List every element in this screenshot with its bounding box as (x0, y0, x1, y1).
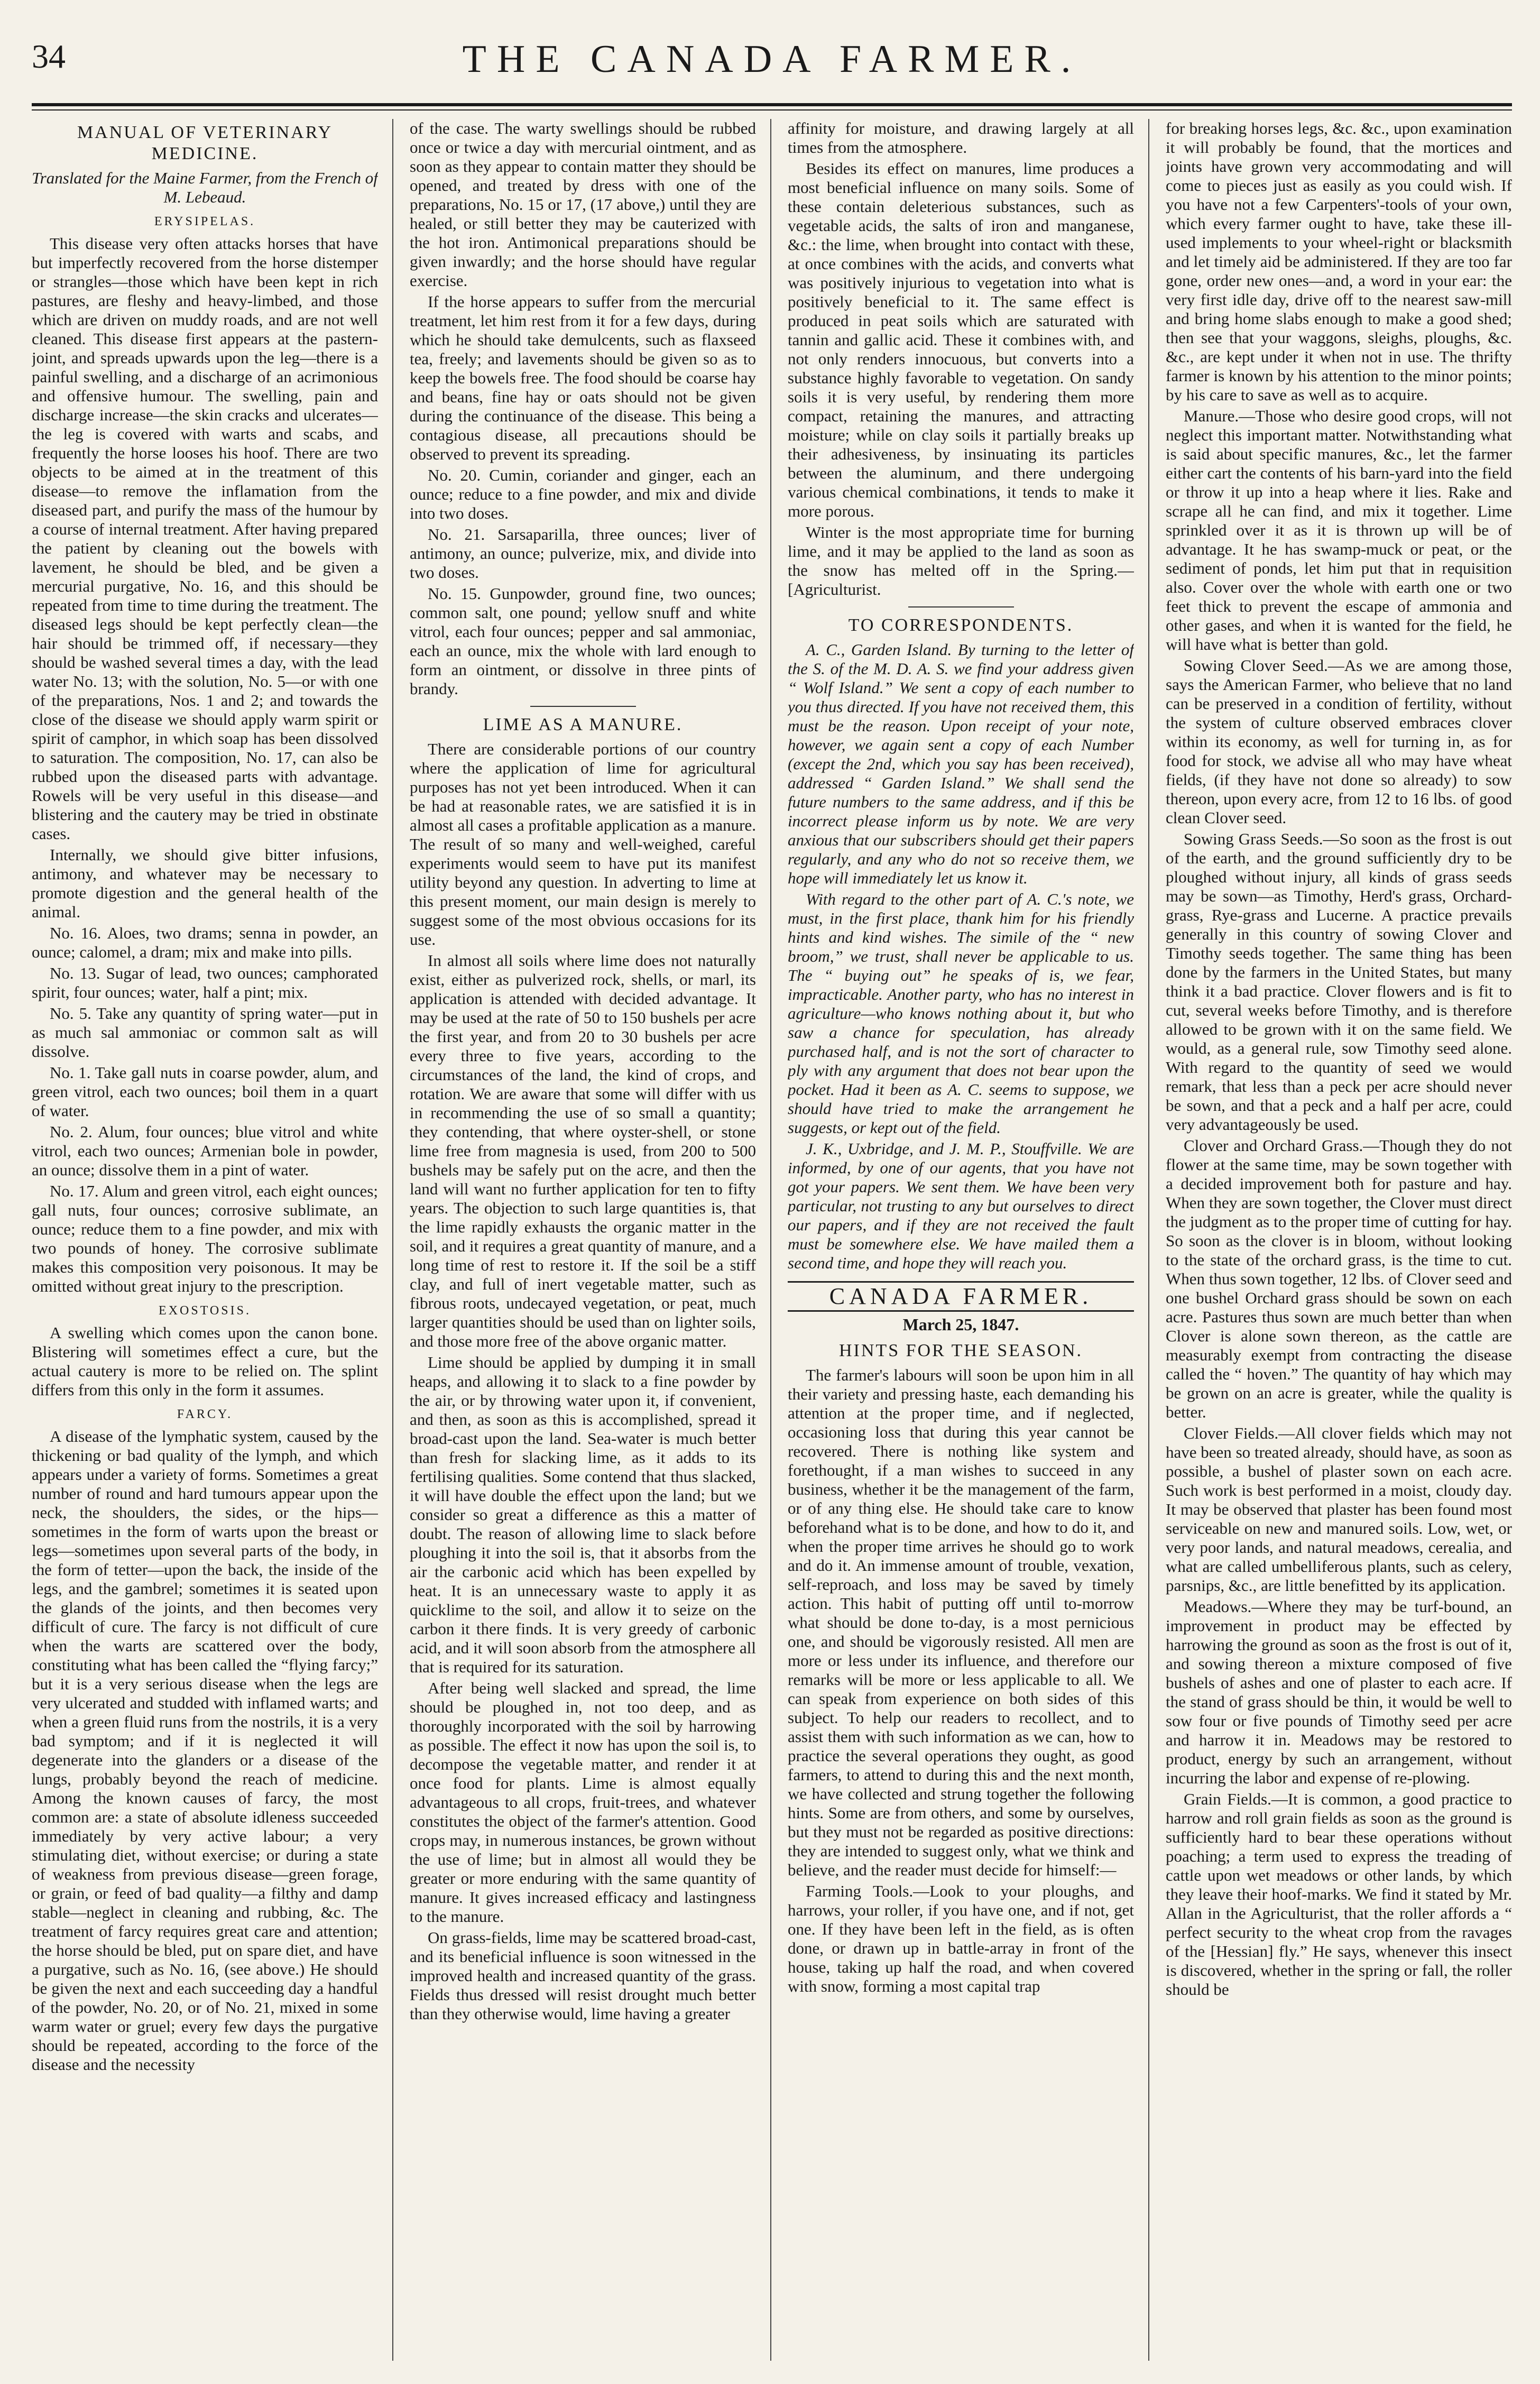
issue-date: March 25, 1847. (902, 1315, 1019, 1334)
article-subtitle: Translated for the Maine Farmer, from the French of M. Lebeaud. (32, 169, 378, 206)
section-separator (530, 706, 636, 707)
paragraph: If the horse appears to suffer from the mercurial treatment, let him rest from it for a few days, during which he should take demulcents, such as flaxseed tea, freely; and lavements should be given so as to keep the bowels free. The food should be coarse hay and beans, fine hay or oats should not be given during the continuance of the disease. This being a contagious disease, all precautions should be observed to prevent its spreading. (410, 292, 756, 463)
paragraph: Grain Fields.—It is common, a good practice to harrow and roll grain fields as soon as the ground is sufficiently hard to bear these operations without poaching; a term used to express the treading of cattle upon wet meadows or other lands, by which they leave their hoof-marks. We find it stated by Mr. Allan in the Agriculturist, that the roller affords a “ perfect security to the wheat crop from the ravages of the [Hessian] fly.” He says, whenever this insect is discovered, whether in the spring or fall, the roller should be (1166, 1790, 1512, 1999)
paragraph: No. 5. Take any quantity of spring water—put in as much sal ammoniac or common salt as will dissolve. (32, 1004, 378, 1061)
article-title-correspondents: TO CORRESPONDENTS. (848, 615, 1074, 635)
column-3 (788, 119, 1134, 2361)
paragraph: of the case. The warty swellings should be rubbed once or twice a day with mercurial ointment, and as soon as they appear to contain matter they should be opened, and treated by dress with one of the preparations, No. 15 or 17, (17 above,) until they are healed, or still better they may be cauterized with the hot iron. Antimonical preparations should be given inwardly; and the horse should have regular exercise. (410, 119, 756, 290)
paragraph: No. 16. Aloes, two drams; senna in powder, an ounce; calomel, a dram; mix and make into pills. (32, 924, 378, 961)
paragraph: There are considerable portions of our country where the application of lime for agricultural purposes has not yet been introduced. When it can be had at reasonable rates, we are satisfied it is in almost all cases a profitable application as a manure. The result of so many and well-weighed, careful experiments would seem to have put its manifest utility beyond any question. In adverting to lime at this present moment, our main design is merely to suggest some of the most obvious occasions for its use. (410, 740, 756, 949)
paragraph: Farming Tools.—Look to your ploughs, and harrows, your roller, if you have one, and if not, get one. If they have been left in the field, as is often done, or drawn up in battle-array in front of the house, taking up half the road, and when covered with snow, forming a most capital trap (788, 1882, 1134, 1995)
paragraph: for breaking horses legs, &c. &c., upon examination it will probably be found, that the mortices and joints have grown very accommodating and will come to pieces just as easily as you could wish. If you have not a few Carpenters'-tools of your own, which every farmer ought to have, take these ill-used implements to your wheel-right or blacksmith and let timely aid be administered. If they are too far gone, order new ones—and, a word in your ear: the very first idle day, drive off to the nearest saw-mill and bring home slabs enough to make a good shed; then see that your waggons, sleighs, ploughs, &c. &c., are kept under it when not in use. The thrifty farmer is known by his attention to the minor points; by his care to save as well as to acquire. (1166, 119, 1512, 404)
header-rule-thin (32, 109, 1512, 111)
correspondent-note: With regard to the other part of A. C.'s note, we must, in the first place, thank him for his friendly hints and kind wishes. The simile of the “ new broom,” we trust, shall never be applicable to us. The “ buying out” he speaks of is, we fear, impracticable. Another party, who has no interest in agriculture—who knows nothing about it, but who saw a chance for speculation, has already purchased half, and is not the sort of character to ply with any argument that does not bear upon the pocket. Had it been as A. C. seems to suppose, we should have tried to make the arrangement he suggests, or kept out of the field. (788, 890, 1134, 1137)
paragraph: Winter is the most appropriate time for burning lime, and it may be applied to the land as soon as the snow has melted off in the Spring.—[Agriculturist. (788, 523, 1134, 599)
section-heading-exostosis: EXOSTOSIS. (159, 1304, 251, 1318)
paragraph: No. 15. Gunpowder, ground fine, two ounces; common salt, one pound; yellow snuff and white vitrol, each four ounces; pepper and sal ammoniac, each an ounce, mix the whole with lard enough to form an ointment, or dissolve in three pints of brandy. (410, 584, 756, 698)
paragraph: A swelling which comes upon the canon bone. Blistering will sometimes effect a cure, but the actual cautery is more to be relied on. The splint differs from this only in the form it assumes. (32, 1323, 378, 1399)
paragraph: Besides its effect on manures, lime produces a most beneficial influence on many soils. Some of these contain deleterious substances, such as vegetable acids, the salts of iron and manganese, &c.: the lime, when brought into contact with these, at once combines with the acids, and converts what was positively injurious to vegetation into what is positively beneficial to it. The same effect is produced in peat soils which are saturated with tannin and gallic acid. These it combines with, and not only renders innocuous, but converts into a substance highly favorable to vegetation. On sandy soils it is very useful, by rendering them more compact, retaining the manures, and attracting moisture; while on clay soils it partially breaks up their adhesiveness, by insinuating its particles between the aluminum, and there undergoing various chemical combinations, it tends to make it more porous. (788, 159, 1134, 520)
section-heading-erysipelas: ERYSIPELAS. (154, 215, 256, 228)
article-title-veterinary: MANUAL OF VETERINARY MEDICINE. (77, 123, 333, 163)
editorial-banner (788, 1281, 1134, 1312)
paragraph: Meadows.—Where they may be turf-bound, an improvement in product may be effected by harrowing the ground as soon as the frost is out of it, and sowing thereon a mixture composed of five bushels of ashes and one of plaster to each acre. If the stand of grass should be thin, it would be well to sow four or five pounds of Timothy seed per acre and harrow it in. Meadows may be restored to product, energy by such an arrangement, without incurring the labor and expense of re-plowing. (1166, 1597, 1512, 1787)
correspondent-note: J. K., Uxbridge, and J. M. P., Stouffville. We are informed, by one of our agents, that you have not got your papers. We sent them. We have been very particular, not trusting to any but ourselves to direct our papers, and if they are not received the fault must be somewhere else. We have mailed them a second time, and hope they will reach you. (788, 1139, 1134, 1272)
paragraph: The farmer's labours will soon be upon him in all their variety and pressing haste, each demanding his attention at the proper time, and if neglected, occasioning loss that during this year cannot be recovered. There is nothing like system and forethought, if a man wishes to succeed in any business, whether it be the management of the farm, or of any thing else. He should take care to know beforehand what is to be done, and how to do it, and when the proper time arrives he should go to work and do it. An immense amount of trouble, vexation, self-reproach, and loss may be saved by timely action. This habit of putting off until to-morrow what should be done to-day, is a most pernicious one, and should be vigorously resisted. All men are more or less under its influence, and therefore our remarks will be more or less applicable to all. We can speak from experience on both sides of this subject. To help our readers to recollect, and to assist them with such information as we can, how to practice the several operations they ought, as good farmers, to attend to during this and the next month, we have collected and strung together the following hints. Some are from others, and some by ourselves, but they must not be regarded as positive directions: they are intended to suggest only, what we think and believe, and the reader must decide for himself:— (788, 1366, 1134, 1879)
paragraph: Clover Fields.—All clover fields which may not have been so treated already, should have, as soon as possible, a bushel of plaster sown on each acre. Such work is best performed in a moist, cloudy day. It may be observed that plaster has been found most serviceable on new and manured soils. Low, wet, or very poor lands, and natural meadows, cerealia, and what are called umbelliferous plants, such as celery, parsnips, &c., are little benefitted by its application. (1166, 1424, 1512, 1595)
paragraph: Clover and Orchard Grass.—Though they do not flower at the same time, may be sown together with a decided improvement both for pasture and hay. When they are sown together, the Clover must direct the judgment as to the proper time of cutting for hay. So soon as the clover is in bloom, without looking to the state of the orchard grass, is the time to cut. When thus sown together, 12 lbs. of Clover seed and one bushel Orchard grass should be sown on each acre. Pastures thus sown are much better than when Clover is alone sown thereon, as the cattle are measurably exempt from contracting the disease called the “ hoven.” The quantity of hay which may be grown on an acre is greater, while the quality is better. (1166, 1136, 1512, 1421)
paragraph: A disease of the lymphatic system, caused by the thickening or bad quality of the lymph, and which appears under a variety of forms. Sometimes a great number of round and hard tumours appear upon the neck, the shoulders, the sides, or the hips—sometimes in the form of warts upon the breast or legs—sometimes upon several parts of the body, in the form of tetter—upon the back, the inside of the legs, and the gambrel; sometimes it is seated upon the glands of the joints, and then becomes very difficult of cure. The farcy is not difficult of cure when the warts are scattered over the body, constituting what has been called the “flying farcy;” but it is a very serious disease when the legs are very ulcerated and studded with inflamed warts; and when a green fluid runs from the nostrils, it is a very bad symptom; and if it is neglected it will degenerate into the glanders or a disease of the lungs, probably beyond the reach of medicine. Among the known causes of farcy, the most common are: a state of absolute idleness succeeded immediately by very active labour; a very stimulating diet, without exercise; or during a state of weakness from previous disease—green forage, or grain, or feed of bad quality—a filthy and damp stable—neglect in cleaning and rubbing, &c. The treatment of farcy requires great care and attention; the horse should be bled, put on spare diet, and have a purgative, such as No. 16, (see above.) He should be given the next and each succeeding day a handful of the powder, No. 20, or of No. 21, mixed in some warm water or gruel; every few days the purgative should be repeated, according to the force of the disease and the necessity (32, 1427, 378, 2074)
paragraph: Sowing Clover Seed.—As we are among those, says the American Farmer, who believe that no land can be preserved in a condition of fertility, without the system of culture observed embraces clover within its economy, as well for turning in, as for food for stock, we advise all who may have wheat fields, (if they have not done so already) to sow thereon, upon every acre, from 12 to 16 lbs. of good clean Clover seed. (1166, 656, 1512, 827)
page-number: 34 (32, 38, 66, 75)
paragraph: Manure.—Those who desire good crops, will not neglect this important matter. Notwithstanding what is said about specific manures, &c., let the farmer either cart the contents of his barn-yard into the field or throw it up into a heap where it lies. Rake and scrape all he can find, and mix it together. Lime sprinkled over it as it is thrown up will be of advantage. It he has swamp-muck or peat, or the sediment of ponds, let him put that in requisition also. Cover over the whole with earth one or two feet thick to prevent the escape of ammonia and other gases, and when it is wanted for the field, he will have what is better than gold. (1166, 407, 1512, 653)
paragraph: No. 17. Alum and green vitrol, each eight ounces; gall nuts, four ounces; corrosive sublimate, an ounce; reduce them to a fine powder, and mix with two pounds of honey. The corrosive sublimate makes this composition very poisonous. It may be omitted without great injury to the prescription. (32, 1182, 378, 1295)
correspondent-note: A. C., Garden Island. By turning to the letter of the S. of the M. D. A. S. we find your address given “ Wolf Island.” We sent a copy of each number to you thus directed. If you have not received them, this must be the reason. Upon receipt of your note, however, we again sent a copy of each Number (except the 2nd, which you say has been received), addressed “ Garden Island.” We shall send the future numbers to the same address, and if this be incorrect please inform us by note. We are very anxious that our subscribers should get their papers regularly, and any who do not so receive them, we hope will immediately let us know it. (788, 640, 1134, 887)
header-rule-thick (32, 103, 1512, 106)
paragraph: In almost all soils where lime does not naturally exist, either as pulverized rock, shells, or marl, its application is attended with decided advantage. It may be used at the rate of 50 to 150 bushels per acre the first year, and from 20 to 30 bushels per acre every three to five years, according to the circumstances of the land, the kind of crops, and rotation. We are aware that some will differ with us in recommending the use of so small a quantity; they contending, that where oyster-shell, or stone lime free from magnesia is used, from 200 to 500 bushels may be safely put on the acre, and then the land will want no further application for ten to fifty years. The objection to such large quantities is, that the lime rapidly exhausts the organic matter in the soil, and it requires a great quantity of manure, and a long time of rest to restore it. If the soil be a stiff clay, and full of inert vegetable matter, such as fibrous roots, undecayed vegetation, or peat, much larger quantities should be used than on lighter soils, and those more free of the above organic matter. (410, 951, 756, 1350)
column-divider (392, 119, 393, 2361)
paragraph: Lime should be applied by dumping it in small heaps, and allowing it to slack to a fine powder by the air, or by throwing water upon it, if convenient, and then, as soon as this is accomplished, spread it broad-cast upon the land. Sea-water is much better than fresh for slacking lime, as it adds to its fertilising qualities. Some contend that thus slacked, it will have double the effect upon the land; but we consider so great a difference as this a matter of doubt. The reason of allowing lime to slack before ploughing it into the soil is, that it absorbs from the air the carbonic acid which has been expelled by heat. It is an unnecessary waste to apply it as quicklime to the soil, and allow it to seize on the carbon it there finds. It is very greedy of carbonic acid, and it will soon absorb from the atmosphere all that is required for its saturation. (410, 1353, 756, 1676)
column-divider (1148, 119, 1149, 2361)
paragraph: affinity for moisture, and drawing largely at all times from the atmosphere. (788, 119, 1134, 157)
paragraph: On grass-fields, lime may be scattered broad-cast, and its beneficial influence is soon witnessed in the improved health and increased quantity of the grass. Fields thus dressed will resist drought much better than they otherwise would, lime having a greater (410, 1928, 756, 2023)
column-divider (770, 119, 771, 2361)
paragraph: After being well slacked and spread, the lime should be ploughed in, not too deep, and as thoroughly incorporated with the soil by harrowing as possible. The effect it now has upon the soil is, to decompose the vegetable matter, and render it at once food for plants. Lime is almost equally advantageous to all crops, fruit-trees, and whatever constitutes the object of the farmer's attention. Good crops may, in numerous instances, be grown without the use of lime; but in almost all would they be greater or more enduring with the same quantity of manure. It gives increased efficacy and lastingness to the manure. (410, 1679, 756, 1926)
column-1 (32, 119, 378, 2361)
paragraph: No. 2. Alum, four ounces; blue vitrol and white vitrol, each two ounces; Armenian bole in powder, an ounce; dissolve them in a pint of water. (32, 1122, 378, 1179)
banner-title: CANADA FARMER. (829, 1283, 1093, 1309)
paragraph: Internally, we should give bitter infusions, antimony, and whatever may be necessary to promote digestion and the general health of the animal. (32, 845, 378, 921)
column-2 (410, 119, 756, 2361)
column-4 (1166, 119, 1512, 2361)
paragraph: This disease very often attacks horses that have but imperfectly recovered from the horse distemper or strangles—those which have been kept in rich pastures, are fleshy and heavy-limbed, and those which are driven on muddy roads, and are not well cleaned. This disease first appears at the pastern-joint, and spreads upwards upon the leg—there is a painful swelling, and a discharge of an acrimonious and offensive humour. The swelling, pain and discharge increase—the skin cracks and ulcerates—the leg is covered with warts and scabs, and frequently the horse looses his hoof. There are two objects to be aimed at in the treatment of this disease—to remove the inflamation from the diseased part, and purify the mass of the humour by a course of internal treatment. After having prepared the patient by cleaning out the bowels with lavement, he should be bled, and be given a mercurial purgative, No. 16, and this should be repeated from time to time during the treatment. The diseased legs should be kept perfectly clean—the hair should be trimmed off, if necessary—they should be washed several times a day, with the lead water No. 13; with the solution, No. 5—or with one of the preparations, Nos. 1 and 2; and towards the close of the disease we should apply warm spirit or spirit of camphor, in which soap has been dissolved to saturation. The composition, No. 17, can also be rubbed upon the diseased parts with advantage. Rowels will be very useful in this disease—and blistering and the cautery may be tried in obstinate cases. (32, 234, 378, 843)
paragraph: No. 21. Sarsaparilla, three ounces; liver of antimony, an ounce; pulverize, mix, and divide into two doses. (410, 525, 756, 582)
paragraph: No. 13. Sugar of lead, two ounces; camphorated spirit, four ounces; water, half a pint; mix. (32, 964, 378, 1001)
paragraph: No. 20. Cumin, coriander and ginger, each an ounce; reduce to a fine powder, and mix and divide into two doses. (410, 466, 756, 522)
paragraph: Sowing Grass Seeds.—So soon as the frost is out of the earth, and the ground sufficiently dry to be ploughed without injury, all kinds of grass seeds may be sown—as Timothy, Herd's grass, Orchard-grass, Rye-grass and Lucerne. A practice prevails generally in this country of sowing Clover and Timothy seeds together. The same thing has been done by the farmers in the United States, but many think it a bad practice. Clover flowers and is fit to cut, several weeks before Timothy, and is therefore allowed to be grown with it on the same field. We would, as a general rule, sow Timothy seed alone. With regard to the quantity of seed we would remark, that less than a peck per acre should never be sown, and that a peck and a half per acre, could very advantageously be used. (1166, 830, 1512, 1134)
section-separator (908, 606, 1014, 607)
section-heading-farcy: FARCY. (177, 1407, 233, 1421)
masthead (32, 37, 1512, 95)
running-title: THE CANADA FARMER. (462, 38, 1082, 81)
article-title-lime: LIME AS A MANURE. (483, 715, 683, 734)
article-title-hints: HINTS FOR THE SEASON. (839, 1341, 1083, 1360)
paragraph: No. 1. Take gall nuts in coarse powder, alum, and green vitrol, each two ounces; boil them in a quart of water. (32, 1063, 378, 1120)
